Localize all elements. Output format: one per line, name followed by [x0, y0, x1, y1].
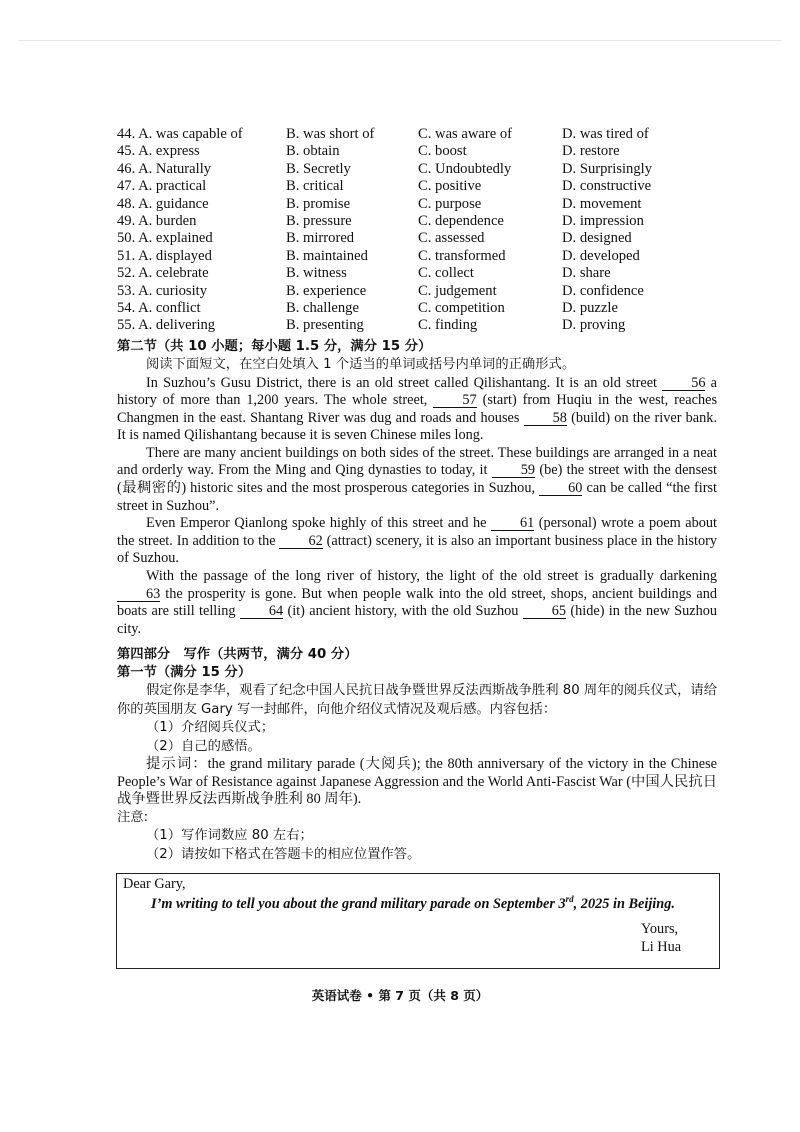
option-b: B. witness: [286, 265, 347, 282]
option-row: [117, 126, 717, 143]
option-c: C. collect: [418, 265, 474, 282]
option-b: B. Secretly: [286, 160, 351, 177]
blank-57[interactable]: 57: [433, 393, 476, 408]
option-row: [117, 178, 717, 195]
option-a: 53. A. curiosity: [117, 282, 208, 299]
blank-63[interactable]: 63: [117, 587, 160, 602]
option-c: C. transformed: [418, 247, 506, 264]
option-a: 50. A. explained: [117, 230, 213, 247]
option-d: D. puzzle: [562, 299, 618, 316]
option-d: D. proving: [562, 317, 626, 334]
option-d: D. was tired of: [562, 126, 649, 142]
part4: [117, 646, 717, 864]
option-b: B. experience: [286, 282, 367, 299]
page-edge-line: [18, 40, 782, 41]
option-a: 47. A. practical: [117, 178, 207, 195]
note-1: （1）写作词数应 80 左右；: [146, 828, 313, 844]
option-c: C. assessed: [418, 230, 485, 247]
blank-61[interactable]: 61: [491, 516, 534, 531]
option-a: 44. A. was capable of: [117, 126, 243, 142]
content-item-1: （1）介绍阅兵仪式；: [146, 720, 275, 735]
letter-greeting: Dear Gary,: [123, 876, 186, 892]
page-footer: 英语试卷 • 第 7 页（共 8 页）: [311, 988, 489, 1003]
option-b: B. obtain: [286, 143, 340, 160]
option-c: C. competition: [418, 299, 505, 316]
option-b: B. mirrored: [286, 230, 355, 247]
section2-instruction: 阅读下面短文，在空白处填入 1 个适当的单词或括号内单词的正确形式。: [146, 357, 576, 372]
answer-letter-box: [116, 873, 720, 969]
option-c: C. positive: [418, 178, 482, 195]
option-row: [117, 317, 717, 334]
option-row: [117, 196, 717, 213]
letter-signature: Li Hua: [641, 939, 682, 955]
blank-65[interactable]: 65: [523, 604, 566, 619]
option-d: D. restore: [562, 143, 620, 160]
option-row: [117, 248, 717, 265]
blank-56[interactable]: 56: [662, 376, 705, 391]
option-d: D. share: [562, 265, 611, 282]
option-b: B. was short of: [286, 126, 375, 142]
blank-59[interactable]: 59: [492, 463, 535, 478]
passage-paragraph-3: Even Emperor Qianlong spoke highly of this street and he 61 (personal) wrote a poem about the street. In addition to the 62 (attract) scenery, it is also an important business place in the history of Suzhou.: [117, 515, 718, 567]
blank-60[interactable]: 60: [539, 481, 582, 496]
option-b: B. critical: [286, 178, 344, 195]
part4-section1-title: 第一节（满分 15 分）: [117, 665, 252, 680]
options-table: [117, 126, 717, 335]
section2-title: 第二节（共 10 小题；每小题 1.5 分，满分 15 分）: [117, 339, 432, 354]
blank-64[interactable]: 64: [240, 604, 283, 619]
option-row: [117, 143, 717, 160]
option-a: 52. A. celebrate: [117, 265, 209, 282]
option-b: B. presenting: [286, 317, 364, 334]
hint-words: 提示词：the grand military parade (大阅兵); the 80th anniversary of the victory in the Chinese People’s War of Resistance against Japanese Aggression and the World Anti-Fascist War (中国人民抗日战争暨世界反法西斯战争胜利 80 周年).: [117, 756, 717, 808]
passage-paragraph-2: There are many ancient buildings on both sides of the street. These buildings are arranged in a neat and orderly way. From the Ming and Qing dynasties to today, it 59 (be) the street with the densest (最稠密的) historic sites and the most prosperous categories in Suzhou, 60 can be called “the first street in Suzhou”.: [117, 444, 718, 514]
option-a: 51. A. displayed: [117, 247, 212, 264]
writing-prompt: 假定你是李华，观看了纪念中国人民抗日战争暨世界反法西斯战争胜利 80 周年的阅兵仪式，请给你的英国朋友 Gary 写一封邮件，向他介绍仪式情况及观后感。内容包括：: [117, 683, 717, 717]
section2: [117, 338, 717, 638]
option-a: 55. A. delivering: [117, 317, 216, 334]
option-b: B. promise: [286, 195, 351, 212]
option-row: [117, 161, 717, 178]
option-c: C. finding: [418, 317, 478, 334]
option-row: [117, 213, 717, 230]
letter-opening: I’m writing to tell you about the grand military parade on September 3rd, 2025 in Beijing.: [151, 894, 675, 912]
option-d: D. impression: [562, 212, 644, 229]
option-d: D. movement: [562, 195, 642, 212]
option-a: 48. A. guidance: [117, 195, 209, 212]
option-c: C. judgement: [418, 282, 497, 299]
option-a: 49. A. burden: [117, 212, 197, 229]
passage-paragraph-4: With the passage of the long river of history, the light of the old street is gradually darkening 63 the prosperity is gone. But when people walk into the old street, shops, ancient buildings and boats are still telling 64 (it) ancient history, with the old Suzhou 65 (hide) in the new Suzhou city.: [117, 568, 718, 637]
option-c: C. was aware of: [418, 126, 513, 142]
option-b: B. maintained: [286, 247, 368, 264]
content-item-2: （2）自己的感悟。: [146, 738, 261, 754]
option-row: [117, 265, 717, 282]
option-a: 45. A. express: [117, 143, 200, 160]
passage-paragraph-1: In Suzhou’s Gusu District, there is an old street called Qilishantang. It is an old street 56 a history of more than 1,200 years. The whole street, 57 (start) from Huqiu in the west, reaches Changmen in the east. Shantang River was dug and roads and houses 58 (build) on the river bank. It is named Qilishantang because it is seven Chinese miles long.: [117, 374, 718, 444]
option-c: C. boost: [418, 143, 467, 160]
option-row: [117, 300, 717, 317]
option-b: B. pressure: [286, 212, 352, 229]
notes-title: 注意:: [117, 809, 149, 825]
option-a: 46. A. Naturally: [117, 160, 212, 177]
option-b: B. challenge: [286, 299, 359, 316]
option-d: D. Surprisingly: [562, 160, 652, 177]
blank-62[interactable]: 62: [279, 534, 322, 549]
option-row: [117, 283, 717, 300]
option-d: D. designed: [562, 230, 632, 247]
option-row: [117, 230, 717, 247]
option-d: D. confidence: [562, 282, 644, 299]
option-c: C. purpose: [418, 195, 482, 212]
note-2: （2）请按如下格式在答题卡的相应位置作答。: [146, 846, 421, 862]
option-c: C. dependence: [418, 212, 504, 229]
option-d: D. developed: [562, 247, 640, 264]
option-c: C. Undoubtedly: [418, 160, 512, 177]
part4-title: 第四部分 写作（共两节，满分 40 分）: [117, 647, 358, 662]
option-d: D. constructive: [562, 178, 652, 195]
option-a: 54. A. conflict: [117, 299, 201, 316]
letter-closing: Yours,: [641, 921, 679, 937]
blank-58[interactable]: 58: [524, 411, 567, 426]
